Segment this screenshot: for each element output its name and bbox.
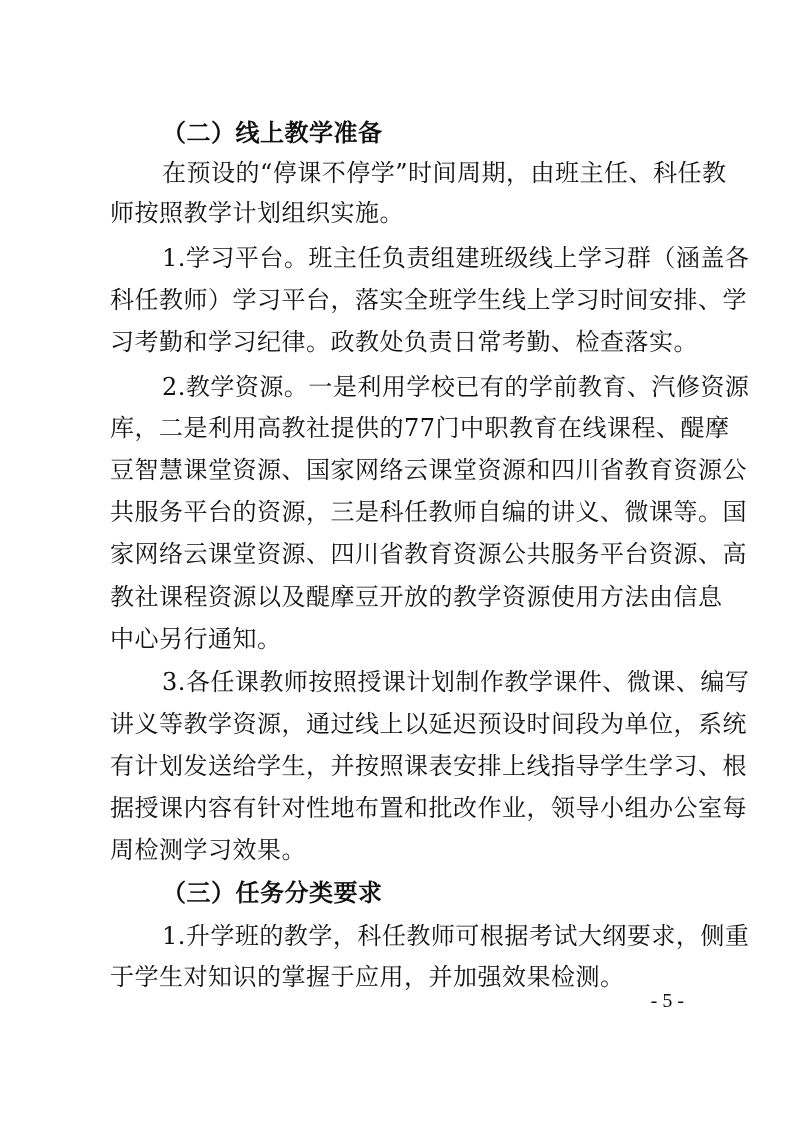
- paragraph-line: 3.各任课教师按照授课计划制作教学课件、微课、编写: [162, 668, 750, 696]
- paragraph-line: 1.升学班的教学，科任教师可根据考试大纲要求，侧重: [162, 922, 750, 950]
- paragraph-line: 豆智慧课堂资源、国家网络云课堂资源和四川省教育资源公: [110, 456, 747, 484]
- paragraph-line: 师按照教学计划组织实施。: [110, 199, 404, 227]
- paragraph-line: 有计划发送给学生，并按照课表安排上线指导学生学习、根: [110, 752, 747, 780]
- paragraph-line: 2.教学资源。一是利用学校已有的学前教育、汽修资源: [162, 373, 750, 401]
- paragraph-line: 家网络云课堂资源、四川省教育资源公共服务平台资源、高: [110, 540, 747, 568]
- paragraph-line: 据授课内容有针对性地布置和批改作业，领导小组办公室每: [110, 794, 747, 822]
- paragraph-line: 习考勤和学习纪律。政教处负责日常考勤、检查落实。: [110, 328, 698, 356]
- paragraph-line: 1.学习平台。班主任负责组建班级线上学习群（涵盖各: [162, 244, 750, 272]
- paragraph-line: 在预设的“停课不停学”时间周期，由班主任、科任教: [162, 159, 727, 187]
- paragraph-line: 教社课程资源以及醍摩豆开放的教学资源使用方法由信息: [110, 583, 723, 611]
- paragraph-line: 科任教师）学习平台，落实全班学生线上学习时间安排、学: [110, 286, 747, 314]
- section-heading-online-teaching: （二）线上教学准备: [162, 118, 383, 147]
- paragraph-line: 中心另行通知。: [110, 625, 282, 653]
- paragraph-line: 于学生对知识的掌握于应用，并加强效果检测。: [110, 963, 625, 991]
- paragraph-line: 共服务平台的资源，三是科任教师自编的讲义、微课等。国: [110, 498, 747, 526]
- paragraph-line: 库，二是利用高教社提供的77门中职教育在线课程、醍摩: [110, 414, 730, 442]
- page-number: - 5 -: [650, 990, 684, 1012]
- paragraph-line: 周检测学习效果。: [110, 836, 306, 864]
- paragraph-line: 讲义等教学资源，通过线上以延迟预设时间段为单位，系统: [110, 710, 747, 738]
- section-heading-task-requirements: （三）任务分类要求: [162, 878, 383, 907]
